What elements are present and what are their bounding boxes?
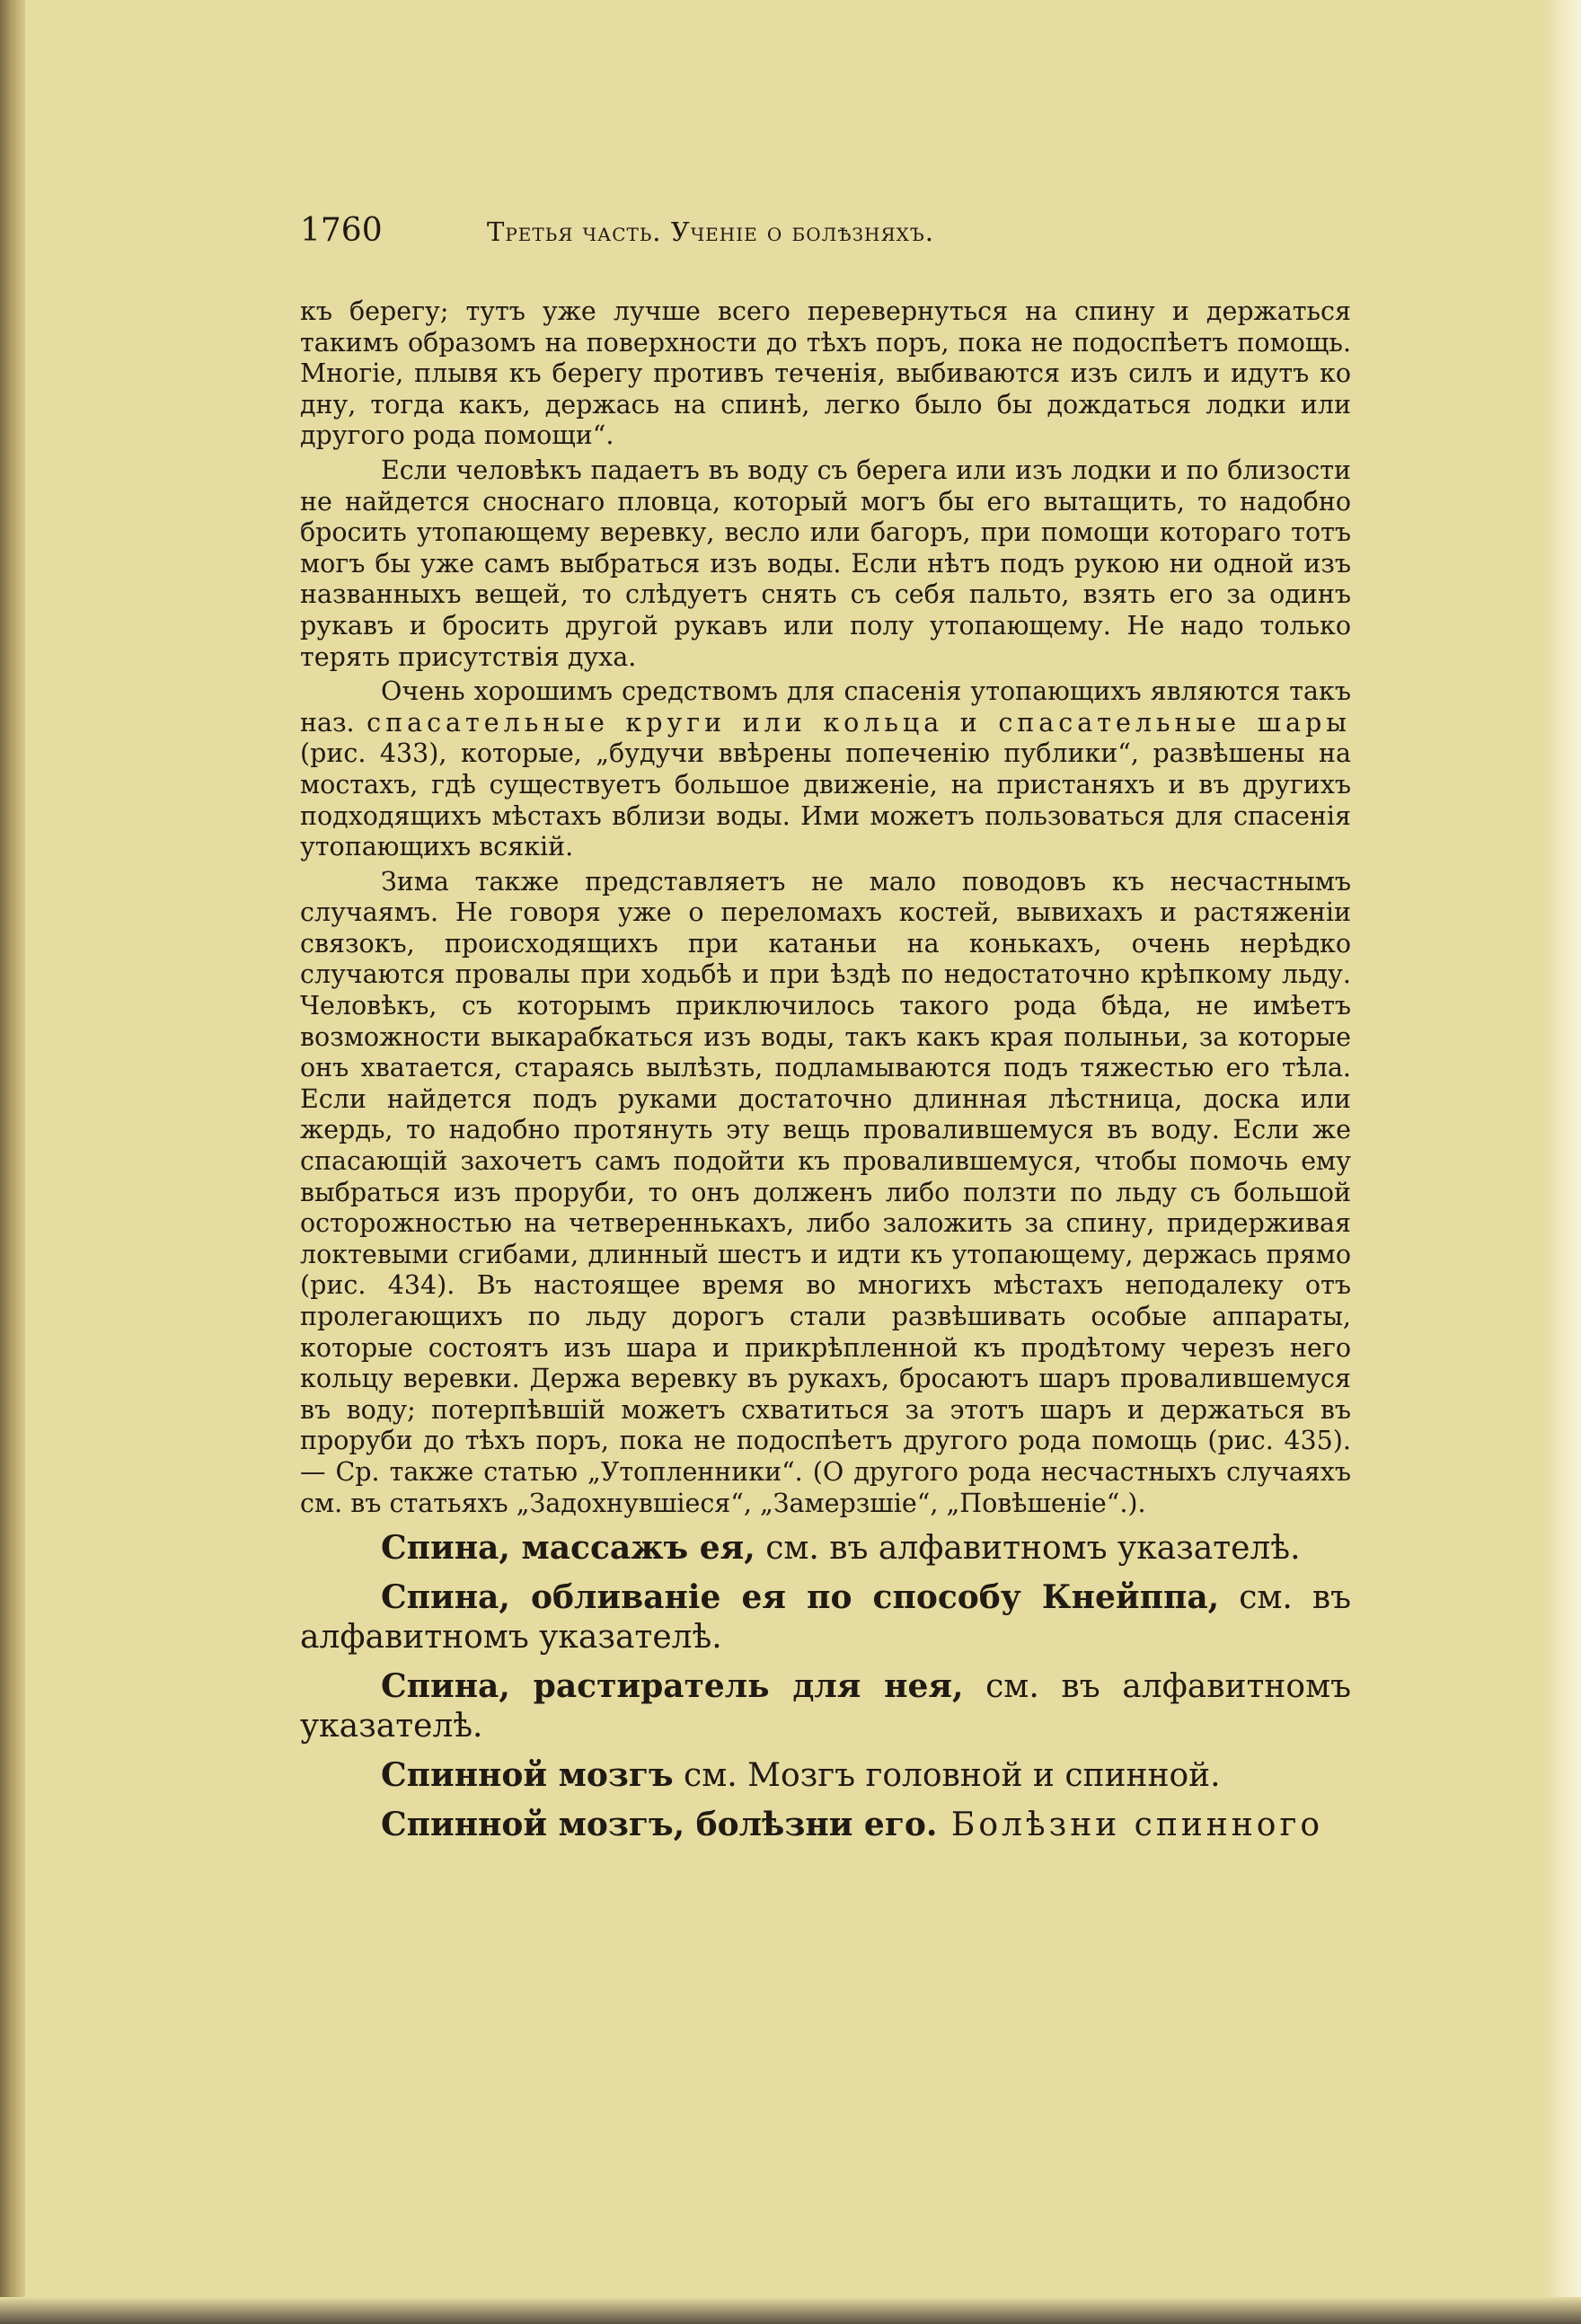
book-spine-shadow <box>0 0 25 2324</box>
paragraph-life-rings-spaced: спасательные круги или кольца и спасательные шары <box>367 707 1351 738</box>
paragraph-winter-ice: Зима также представляетъ не мало поводовъ къ несчастнымъ случаямъ. Не говоря уже о переломахъ костей, вывихахъ и растяженіи связокъ, происходящихъ при катаньи на конькахъ, очень нерѣдко случаются провалы при ходьбѣ и при ѣздѣ по недостаточно крѣпкому льду. Человѣкъ, съ которымъ приключилось такого рода бѣда, не имѣетъ возможности выкарабкаться изъ воды, такъ какъ края полыньи, за которые онъ хватается, стараясь вылѣзть, подламываются подъ тяжестью его тѣла. Если найдется подъ руками достаточно длинная лѣстница, доска или жердь, то надобно протянуть эту вещь провалившемуся въ воду. Если же спасающій захочетъ самъ подойти къ провалившемуся, чтобы помочь ему выбраться изъ проруби, то онъ долженъ либо ползти по льду съ большой осторожностью на четвереннькахъ, либо заложить за спину, придерживая локтевыми сгибами, длинный шестъ и идти къ утопающему, держась прямо (рис. 434). Въ настоящее время во многихъ мѣстахъ неподалеку отъ пролегающихъ по льду дорогъ стали развѣшивать особые аппараты, которые состоятъ изъ шара и прикрѣпленной къ продѣтому черезъ него кольцу веревки. Держа веревку въ рукахъ, бросаютъ шаръ провалившемуся въ воду; потерпѣвшій можетъ схватиться за этотъ шаръ и держаться въ проруби до тѣхъ поръ, пока не подоспѣетъ другого рода помощь (рис. 435). — Ср. также статью „Утопленники“. (О другого рода несчастныхъ случаяхъ см. въ статьяхъ „Задохнувшіеся“, „Замерзшіе“, „Повѣшеніе“.). <box>300 866 1351 1518</box>
entry-head: Спина, растиратель для нея, <box>381 1667 964 1706</box>
page-number: 1760 <box>300 212 383 249</box>
entry-spine-massage <box>300 1528 1351 1568</box>
page-edge-bottom <box>0 2297 1581 2324</box>
paragraph-continuation: къ берегу; тутъ уже лучше всего перевернуться на спину и держаться такимъ образомъ на поверхности до тѣхъ поръ, пока не подоспѣетъ помощь. Многіе, плывя къ берегу противъ теченія, выбиваются изъ силъ и идутъ ко дну, тогда какъ, держась на спинѣ, легко было бы дождаться лодки или другого рода помощи“. <box>300 296 1351 451</box>
running-head: Третья часть. Ученіе о болѣзняхъ. <box>487 216 934 247</box>
entry-spinal-cord <box>300 1755 1351 1796</box>
index-entries <box>300 1528 1351 1845</box>
entry-tail: Болѣзни спинного <box>937 1807 1324 1844</box>
entry-spinal-cord-diseases <box>300 1805 1351 1845</box>
entry-head: Спинной мозгъ <box>381 1756 674 1795</box>
entry-spine-rubber <box>300 1666 1351 1746</box>
entry-tail: см. въ алфавитномъ указателѣ. <box>300 1579 1351 1657</box>
entry-tail: см. въ алфавитномъ указателѣ. <box>300 1668 1351 1745</box>
paragraph-life-rings-part2: (рис. 433), которые, „будучи ввѣрены попеченію публики“, развѣшены на мостахъ, гдѣ существуетъ большое движеніе, на пристаняхъ и въ другихъ подходящихъ мѣстахъ вблизи воды. Ими можетъ пользоваться для спасенія утопающихъ всякій. <box>300 738 1351 862</box>
paragraph-life-rings-part1: Очень хорошимъ средствомъ для спасенія утопающихъ являются такъ наз. <box>300 676 1351 738</box>
entry-spine-kneipp <box>300 1577 1351 1657</box>
book-page <box>300 212 1351 1845</box>
paragraph-life-rings <box>300 676 1351 863</box>
entry-head: Спина, массажъ ея, <box>381 1529 755 1568</box>
entry-head: Спинной мозгъ, болѣзни его. <box>381 1806 938 1844</box>
entry-head: Спина, обливаніе ея по способу Кнейппа, <box>381 1578 1220 1617</box>
entry-tail: см. въ алфавитномъ указателѣ. <box>755 1530 1301 1568</box>
entry-tail: см. Мозгъ головной и спинной. <box>673 1757 1221 1795</box>
body-text <box>300 296 1351 1519</box>
paragraph-rescue-from-water: Если человѣкъ падаетъ въ воду съ берега или изъ лодки и по близости не найдется сноснаго пловца, который могъ бы его вытащить, то надобно бросить утопающему веревку, весло или багоръ, при помощи котораго тотъ могъ бы уже самъ выбраться изъ воды. Если нѣтъ подъ рукою ни одной изъ названныхъ вещей, то слѣдуетъ снять съ себя пальто, взять его за одинъ рукавъ и бросить другой рукавъ или полу утопающему. Не надо только терять присутствія духа. <box>300 455 1351 672</box>
page-edge-right <box>1545 0 1581 2324</box>
page-header <box>300 212 1351 266</box>
